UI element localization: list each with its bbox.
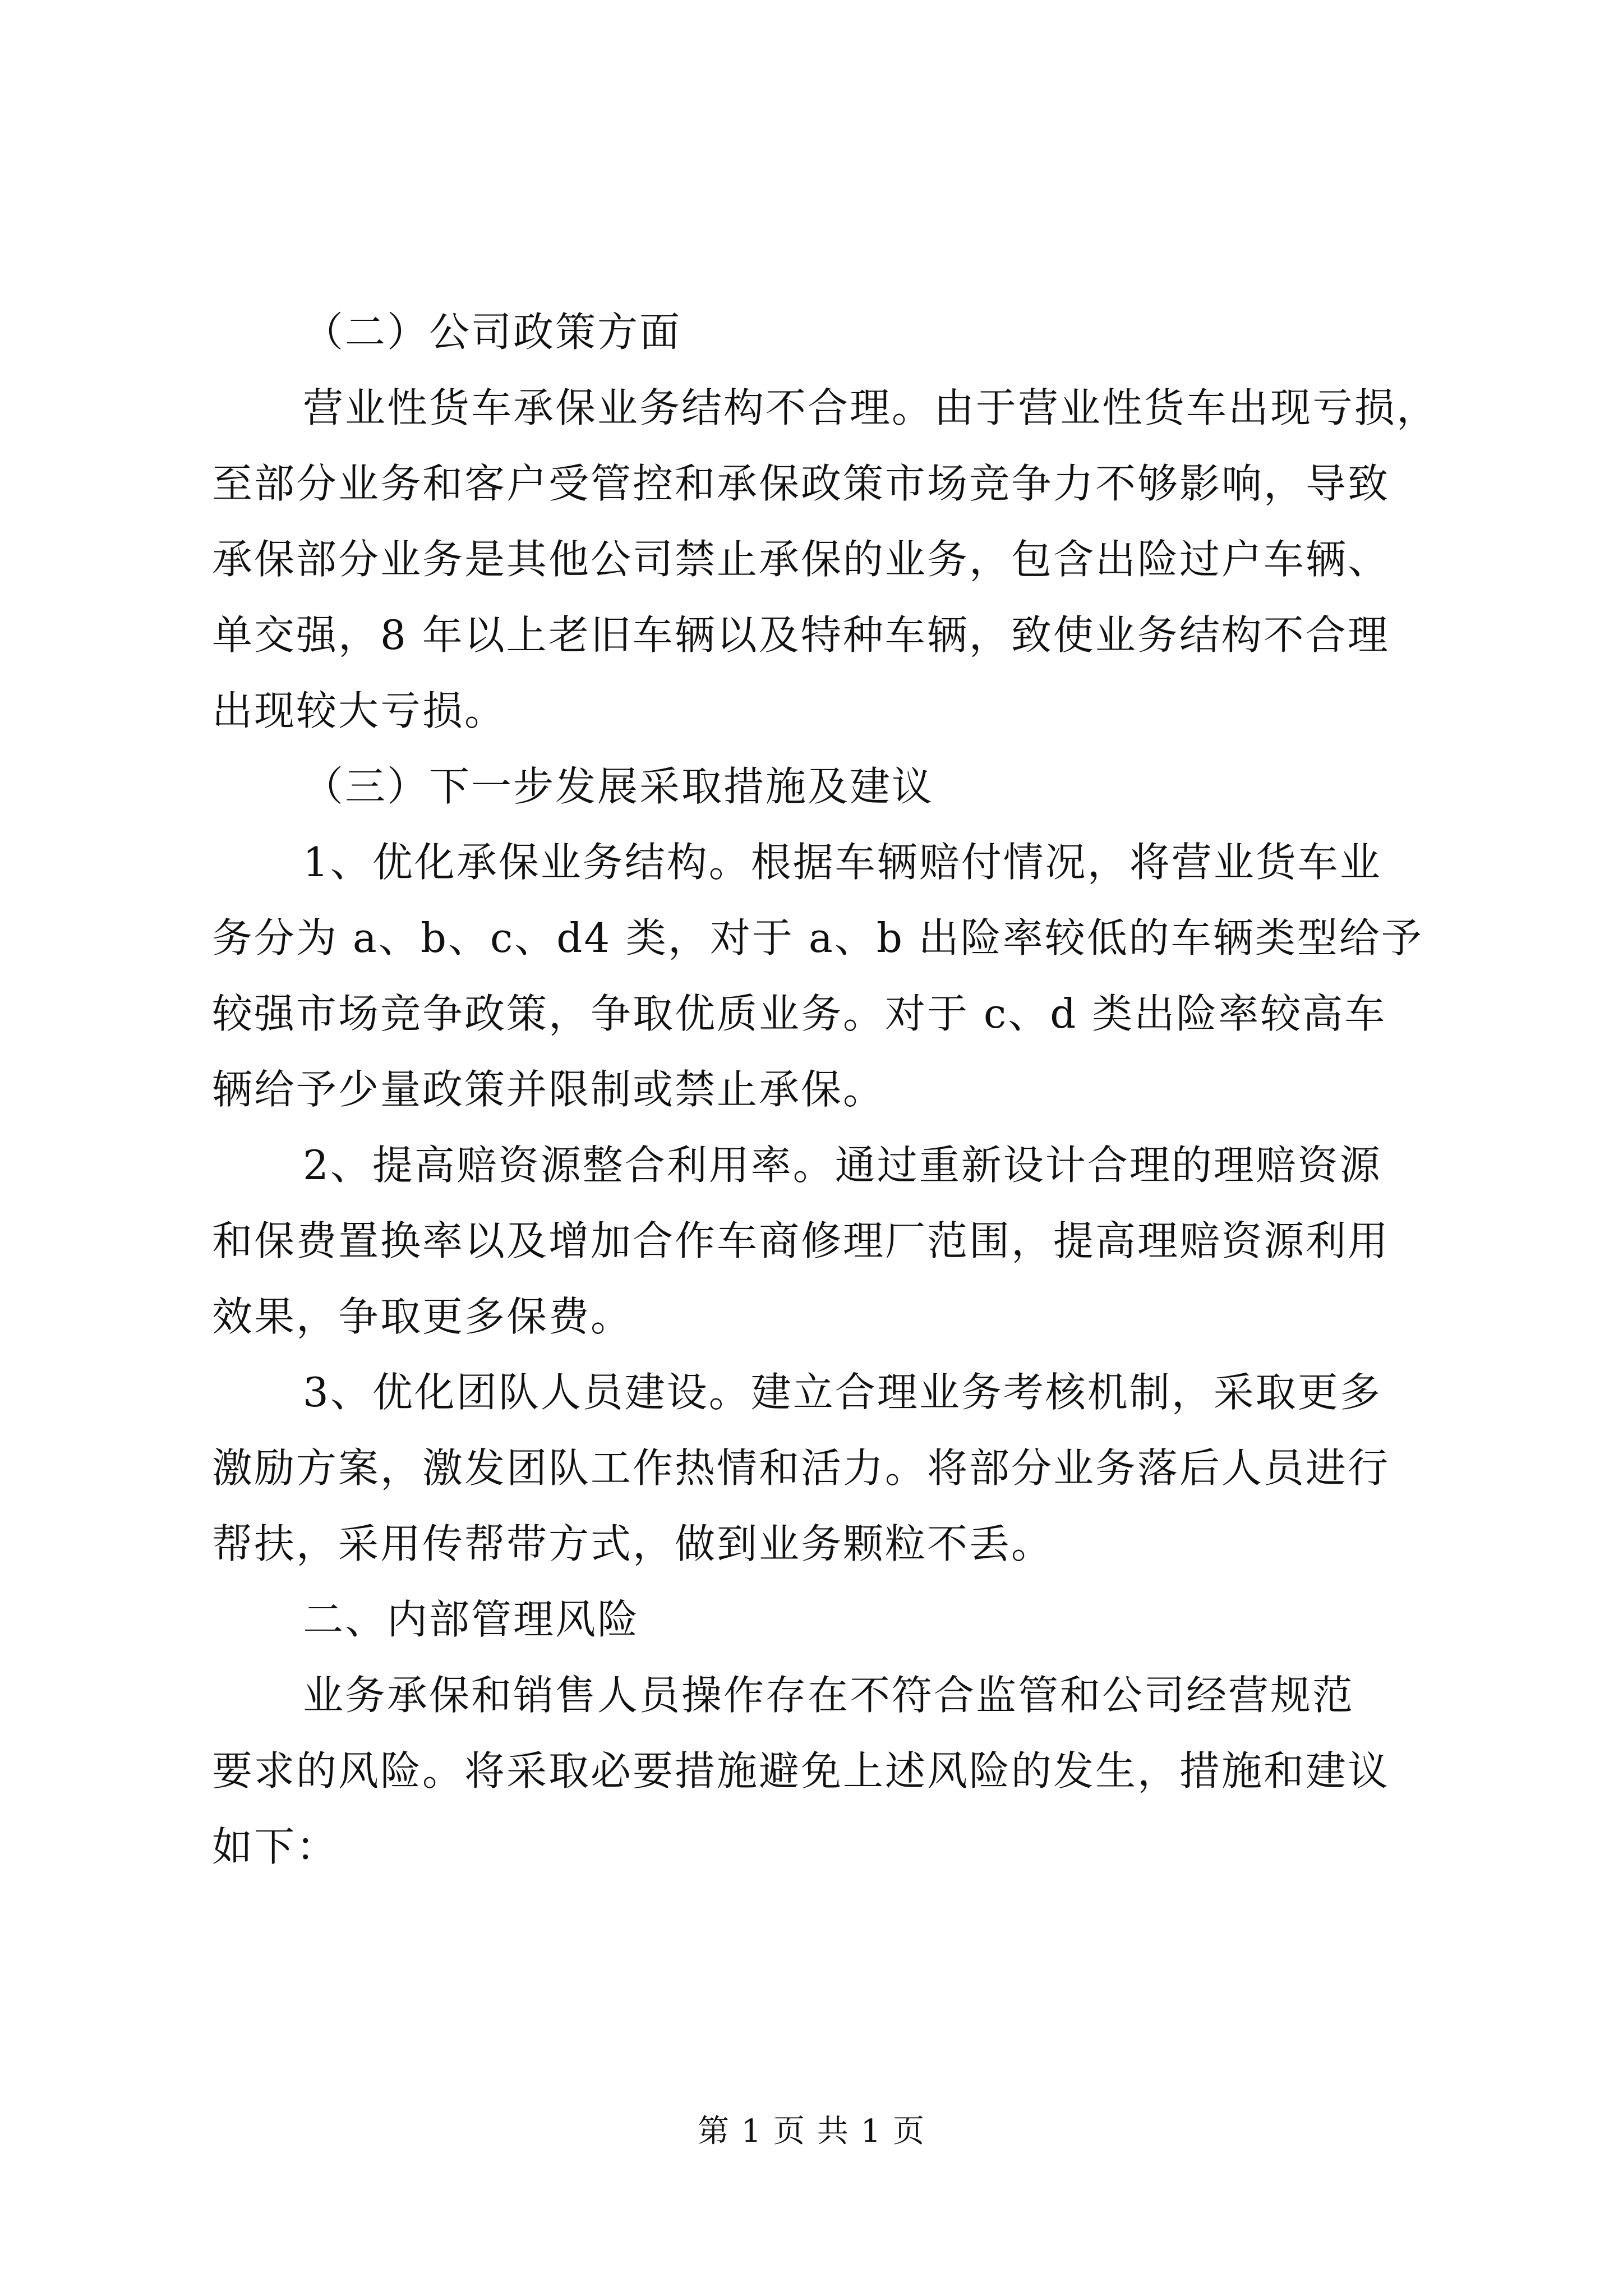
paragraph-line: 要求的风险。将采取必要措施避免上述风险的发生，措施和建议 xyxy=(212,1747,1390,1795)
paragraph-line: 如下： xyxy=(212,1823,339,1870)
paragraph-line: 承保部分业务是其他公司禁止承保的业务，包含出险过户车辆、 xyxy=(212,536,1390,583)
paragraph-line: 单交强，8 年以上老旧车辆以及特种车辆，致使业务结构不合理 xyxy=(212,611,1390,659)
paragraph-line: 激励方案，激发团队工作热情和活力。将部分业务落后人员进行 xyxy=(212,1444,1390,1492)
paragraph-line: 1、优化承保业务结构。根据车辆赔付情况，将营业货车业 xyxy=(303,839,1382,886)
paragraph-line: 辆给予少量政策并限制或禁止承保。 xyxy=(212,1066,886,1113)
paragraph-line: 业务承保和销售人员操作存在不符合监管和公司经营规范 xyxy=(303,1672,1355,1719)
paragraph-line: 帮扶，采用传帮带方式，做到业务颗粒不丢。 xyxy=(212,1520,1054,1567)
page-footer: 第 1 页 共 1 页 xyxy=(697,2113,926,2150)
paragraph-line: 务分为 a、b、c、d4 类，对于 a、b 出险率较低的车辆类型给予 xyxy=(212,914,1423,961)
document-body xyxy=(212,295,1468,1885)
paragraph-line: 出现较大亏损。 xyxy=(212,687,507,734)
section-heading: （三）下一步发展采取措施及建议 xyxy=(303,763,934,810)
paragraph-line: 较强市场竞争政策，争取优质业务。对于 c、d 类出险率较高车 xyxy=(212,990,1387,1037)
paragraph-line: 2、提高赔资源整合利用率。通过重新设计合理的理赔资源 xyxy=(303,1142,1382,1189)
paragraph-line: 3、优化团队人员建设。建立合理业务考核机制，采取更多 xyxy=(303,1369,1382,1416)
section-heading: （二）公司政策方面 xyxy=(303,309,682,356)
section-heading: 二、内部管理风险 xyxy=(303,1596,640,1643)
paragraph-line: 营业性货车承保业务结构不合理。由于营业性货车出现亏损， xyxy=(303,384,1439,431)
paragraph-line: 和保费置换率以及增加合作车商修理厂范围，提高理赔资源利用 xyxy=(212,1217,1390,1264)
paragraph-line: 效果，争取更多保费。 xyxy=(212,1293,633,1340)
paragraph-line: 至部分业务和客户受管控和承保政策市场竞争力不够影响，导致 xyxy=(212,460,1390,507)
